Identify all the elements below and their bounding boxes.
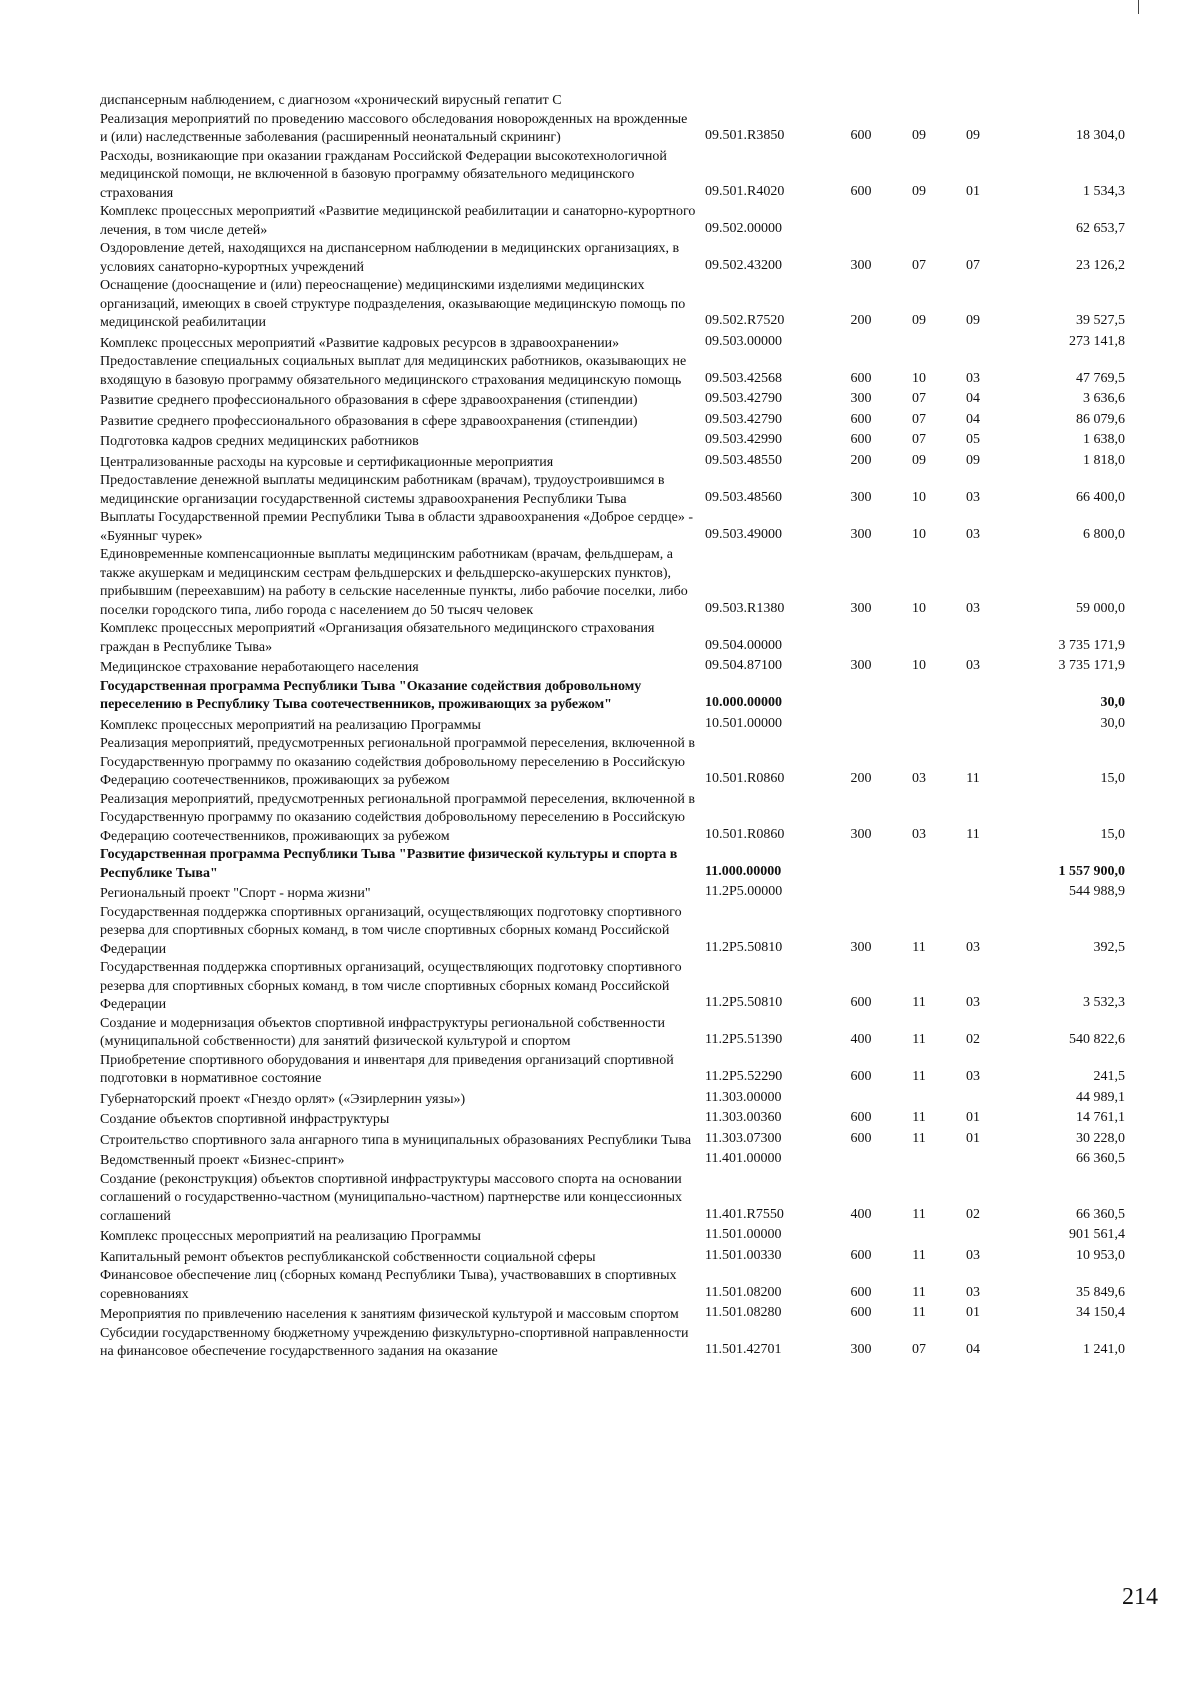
row-expense-type: 600 bbox=[850, 370, 872, 386]
row-expense-type: 600 bbox=[850, 411, 872, 427]
row-section bbox=[892, 238, 946, 240]
row-subsection: 03 bbox=[966, 1284, 980, 1300]
row-amount: 3 735 171,9 bbox=[1058, 658, 1125, 673]
row-name: Оснащение (дооснащение и (или) переоснащение) медицинскими изделиями медицинских организаций, имеющих в своей структуре подразделения, оказывающие медицинскую помощь по медицинской реабилитации bbox=[100, 278, 686, 330]
table-row bbox=[100, 715, 1130, 736]
row-subsection: 04 bbox=[966, 1342, 980, 1357]
row-name: Создание объектов спортивной инфраструктуры bbox=[100, 1112, 390, 1127]
row-amount: 66 360,5 bbox=[1076, 1206, 1125, 1222]
row-name: Реализация мероприятий, предусмотренных региональной программой переселения, включенной в Государственную программу по оказанию содействия добровольному переселению в Российскую Федерацию соотечественников, проживающих за рубежом bbox=[100, 791, 695, 844]
row-expense-type: 600 bbox=[850, 1110, 872, 1125]
row-code: 09.503.42790 bbox=[705, 391, 782, 406]
row-section: 11 bbox=[912, 1247, 926, 1263]
row-subsection bbox=[946, 733, 1000, 735]
row-section: 11 bbox=[912, 1069, 926, 1084]
table-row bbox=[100, 657, 1130, 678]
row-subsection: 01 bbox=[966, 1110, 980, 1125]
row-expense-type bbox=[830, 109, 892, 111]
row-code: 09.503.00000 bbox=[705, 333, 782, 349]
page-corner-mark bbox=[1138, 0, 1139, 14]
row-section bbox=[892, 109, 946, 111]
table-row bbox=[100, 390, 1130, 411]
row-subsection: 01 bbox=[966, 183, 980, 199]
row-name: Предоставление денежной выплаты медицинским работникам (врачам), трудоустроившимся в медицинские организации государственной системы здравоохранения Республики Тыва bbox=[100, 473, 665, 507]
row-code: 09.503.42990 bbox=[705, 432, 782, 447]
row-amount: 3 532,3 bbox=[1083, 995, 1125, 1010]
row-amount: 1 638,0 bbox=[1083, 432, 1125, 447]
row-section: 11 bbox=[912, 1305, 926, 1320]
row-subsection bbox=[946, 1169, 1000, 1171]
row-name: Комплекс процессных мероприятий «Развитие кадровых ресурсов в здравоохранении» bbox=[100, 335, 620, 351]
row-subsection: 04 bbox=[966, 391, 980, 406]
row-subsection: 09 bbox=[966, 128, 980, 143]
row-subsection: 09 bbox=[966, 452, 980, 468]
row-name: Создание и модернизация объектов спортивной инфраструктуры региональной собственности (муниципальной собственности) для занятий физической культурой и спортом bbox=[100, 1015, 665, 1049]
row-amount: 1 557 900,0 bbox=[1058, 863, 1125, 879]
row-section: 10 bbox=[912, 658, 926, 673]
table-row bbox=[100, 1226, 1130, 1247]
row-expense-type: 600 bbox=[850, 1284, 872, 1300]
row-amount: 59 000,0 bbox=[1076, 600, 1125, 616]
row-expense-type: 300 bbox=[850, 939, 872, 955]
row-expense-type bbox=[830, 351, 892, 353]
row-name: Комплекс процессных мероприятий «Организация обязательного медицинского страхования граждан в Республике Тыва» bbox=[100, 621, 655, 655]
row-code: 11.501.42701 bbox=[705, 1342, 782, 1357]
row-subsection: 02 bbox=[966, 1032, 980, 1047]
row-expense-type: 300 bbox=[850, 826, 872, 842]
row-code: 11.501.00000 bbox=[705, 1227, 782, 1242]
row-expense-type: 600 bbox=[850, 995, 872, 1010]
table-row bbox=[100, 277, 1130, 333]
row-amount: 3 636,6 bbox=[1083, 391, 1125, 406]
row-name: Государственная поддержка спортивных организаций, осуществляющих подготовку спортивного резерва для спортивных сборных команд, в том числе спортивных сборных команд Российской Федерации bbox=[100, 904, 682, 957]
row-code: 10.501.R0860 bbox=[705, 771, 785, 786]
row-code: 11.303.00000 bbox=[705, 1089, 782, 1105]
row-amount: 30,0 bbox=[1100, 695, 1125, 710]
row-section: 07 bbox=[912, 432, 926, 447]
row-amount: 30,0 bbox=[1100, 715, 1125, 731]
row-code: 09.504.87100 bbox=[705, 658, 782, 673]
row-code: 09.503.48550 bbox=[705, 452, 782, 468]
row-name: Предоставление специальных социальных выплат для медицинских работников, оказывающих не входящую в базовую программу обязательного медицинского страхования медицинскую помощь bbox=[100, 354, 687, 388]
row-amount: 3 735 171,9 bbox=[1058, 637, 1125, 653]
row-name: Приобретение спортивного оборудования и инвентаря для приведения организаций спортивной подготовки в нормативное состояние bbox=[100, 1052, 674, 1086]
row-name: Субсидии государственному бюджетному учреждению физкультурно-спортивной направленности на финансовое обеспечение государственного задания на оказание bbox=[100, 1325, 689, 1359]
row-amount: 1 241,0 bbox=[1083, 1342, 1125, 1357]
table-row bbox=[100, 735, 1130, 791]
row-section bbox=[892, 902, 946, 904]
row-code: 09.503.49000 bbox=[705, 526, 782, 542]
row-amount: 241,5 bbox=[1093, 1069, 1125, 1084]
row-expense-type: 600 bbox=[850, 1247, 872, 1263]
row-section: 10 bbox=[912, 489, 926, 505]
row-section: 11 bbox=[912, 1110, 926, 1125]
row-code: 09.502.43200 bbox=[705, 257, 782, 273]
row-subsection: 07 bbox=[966, 257, 980, 273]
row-name: Комплекс процессных мероприятий «Развитие медицинской реабилитации и санаторно-курортного лечения, в том числе детей» bbox=[100, 204, 696, 238]
table-row bbox=[100, 1015, 1130, 1052]
row-subsection: 03 bbox=[966, 489, 980, 505]
row-amount: 35 849,6 bbox=[1076, 1284, 1125, 1300]
row-amount bbox=[1000, 109, 1125, 111]
table-row bbox=[100, 92, 1130, 111]
row-expense-type bbox=[830, 902, 892, 904]
table-row bbox=[100, 904, 1130, 960]
row-subsection: 03 bbox=[966, 600, 980, 616]
row-expense-type: 300 bbox=[850, 526, 872, 542]
row-section: 10 bbox=[912, 600, 926, 616]
row-code: 11.2P5.50810 bbox=[705, 995, 783, 1010]
row-amount: 10 953,0 bbox=[1076, 1247, 1125, 1263]
row-subsection bbox=[946, 902, 1000, 904]
row-expense-type: 600 bbox=[850, 432, 872, 447]
row-amount: 273 141,8 bbox=[1069, 333, 1125, 349]
table-row bbox=[100, 678, 1130, 715]
row-code: 11.401.00000 bbox=[705, 1151, 782, 1166]
row-name: диспансерным наблюдением, с диагнозом «хронический вирусный гепатит С bbox=[100, 93, 562, 108]
row-code: 11.2P5.50810 bbox=[705, 939, 783, 955]
row-amount: 15,0 bbox=[1100, 771, 1125, 786]
row-amount: 392,5 bbox=[1093, 939, 1125, 955]
row-name: Централизованные расходы на курсовые и сертификационные мероприятия bbox=[100, 454, 554, 470]
row-code: 11.501.08280 bbox=[705, 1305, 782, 1320]
row-amount: 23 126,2 bbox=[1076, 257, 1125, 273]
row-code: 10.000.00000 bbox=[705, 695, 782, 710]
row-name: Губернаторский проект «Гнездо орлят» («Эзирлернин уязы») bbox=[100, 1091, 466, 1107]
row-subsection bbox=[946, 881, 1000, 883]
row-subsection: 03 bbox=[966, 526, 980, 542]
row-subsection bbox=[946, 713, 1000, 715]
table-row bbox=[100, 333, 1130, 354]
row-expense-type: 600 bbox=[850, 1305, 872, 1320]
row-subsection: 03 bbox=[966, 939, 980, 955]
row-name: Расходы, возникающие при оказании гражданам Российской Федерации высокотехнологичной медицинской помощи, не включенной в базовую программу обязательного медицинского страхования bbox=[100, 148, 667, 201]
row-code: 11.401.R7550 bbox=[705, 1206, 784, 1222]
row-subsection: 11 bbox=[966, 826, 980, 842]
row-subsection: 09 bbox=[966, 313, 980, 328]
table-row bbox=[100, 452, 1130, 473]
row-expense-type: 300 bbox=[850, 600, 872, 616]
row-section: 03 bbox=[912, 771, 926, 786]
row-amount: 86 079,6 bbox=[1076, 411, 1125, 427]
row-name: Мероприятия по привлечению населения к занятиям физической культурой и массовым спортом bbox=[100, 1307, 679, 1322]
row-name: Строительство спортивного зала ангарного типа в муниципальных образованиях Республики Тыва bbox=[100, 1132, 692, 1148]
row-expense-type: 600 bbox=[850, 128, 872, 143]
row-code: 11.303.00360 bbox=[705, 1110, 782, 1125]
row-code: 11.501.00330 bbox=[705, 1247, 782, 1263]
row-code: 11.2P5.00000 bbox=[705, 884, 783, 899]
row-code: 10.501.R0860 bbox=[705, 826, 785, 842]
row-section: 11 bbox=[912, 939, 926, 955]
table-row bbox=[100, 620, 1130, 657]
row-subsection bbox=[946, 238, 1000, 240]
row-subsection: 11 bbox=[966, 771, 980, 786]
row-subsection bbox=[946, 351, 1000, 353]
row-amount: 544 988,9 bbox=[1069, 884, 1125, 899]
row-subsection: 03 bbox=[966, 370, 980, 386]
row-section: 03 bbox=[912, 826, 926, 842]
row-section: 11 bbox=[912, 1032, 926, 1047]
row-name: Государственная программа Республики Тыва "Оказание содействия добровольному переселению в Республику Тыва соотечественников, проживающих за рубежом" bbox=[100, 678, 642, 712]
row-section: 11 bbox=[912, 995, 926, 1010]
row-subsection: 03 bbox=[966, 1247, 980, 1263]
row-section: 09 bbox=[912, 183, 926, 199]
row-amount: 39 527,5 bbox=[1076, 313, 1125, 328]
row-expense-type: 400 bbox=[850, 1032, 872, 1047]
table-row bbox=[100, 1130, 1130, 1151]
row-name: Подготовка кадров средних медицинских работников bbox=[100, 434, 419, 449]
row-section: 09 bbox=[912, 313, 926, 328]
budget-table bbox=[100, 92, 1130, 1362]
row-section: 07 bbox=[912, 1342, 926, 1357]
row-code: 09.504.00000 bbox=[705, 637, 782, 653]
row-expense-type: 200 bbox=[850, 771, 872, 786]
row-section bbox=[892, 1169, 946, 1171]
table-row bbox=[100, 240, 1130, 277]
row-section: 07 bbox=[912, 391, 926, 406]
row-expense-type: 200 bbox=[850, 452, 872, 468]
table-row bbox=[100, 472, 1130, 509]
row-code: 09.502.00000 bbox=[705, 220, 782, 236]
table-row bbox=[100, 1267, 1130, 1304]
row-section bbox=[892, 881, 946, 883]
row-subsection: 02 bbox=[966, 1206, 980, 1222]
row-amount: 66 400,0 bbox=[1076, 489, 1125, 505]
row-expense-type: 600 bbox=[850, 183, 872, 199]
table-row bbox=[100, 111, 1130, 148]
row-expense-type: 300 bbox=[850, 257, 872, 273]
row-code: 09.503.42568 bbox=[705, 370, 782, 386]
row-subsection: 01 bbox=[966, 1305, 980, 1320]
row-code: 11.000.00000 bbox=[705, 863, 782, 879]
table-row bbox=[100, 1089, 1130, 1110]
row-name: Финансовое обеспечение лиц (сборных команд Республики Тыва), участвовавших в спортивных соревнованиях bbox=[100, 1268, 677, 1302]
row-name: Комплекс процессных мероприятий на реализацию Программы bbox=[100, 717, 481, 733]
row-code: 09.501.R4020 bbox=[705, 183, 785, 199]
table-row bbox=[100, 148, 1130, 204]
table-row bbox=[100, 509, 1130, 546]
row-code: 11.2P5.51390 bbox=[705, 1032, 783, 1047]
row-expense-type: 300 bbox=[850, 1342, 872, 1357]
row-name: Ведомственный проект «Бизнес-спринт» bbox=[100, 1153, 345, 1168]
row-code: 09.503.R1380 bbox=[705, 600, 785, 616]
row-name: Медицинское страхование неработающего населения bbox=[100, 660, 419, 675]
row-section: 09 bbox=[912, 128, 926, 143]
table-row bbox=[100, 846, 1130, 883]
table-row bbox=[100, 1150, 1130, 1171]
row-name: Оздоровление детей, находящихся на диспансерном наблюдении в медицинских организациях, в условиях санаторно-курортных учреждений bbox=[100, 241, 680, 275]
row-expense-type: 200 bbox=[850, 313, 872, 328]
row-expense-type bbox=[830, 733, 892, 735]
row-name: Развитие среднего профессионального образования в сфере здравоохранения (стипендии) bbox=[100, 413, 638, 429]
row-subsection: 03 bbox=[966, 1069, 980, 1084]
row-subsection: 03 bbox=[966, 995, 980, 1010]
table-row bbox=[100, 1247, 1130, 1268]
row-amount: 62 653,7 bbox=[1076, 220, 1125, 236]
row-expense-type bbox=[830, 1169, 892, 1171]
row-amount: 18 304,0 bbox=[1076, 128, 1125, 143]
row-subsection: 05 bbox=[966, 432, 980, 447]
row-section: 11 bbox=[912, 1206, 926, 1222]
row-amount: 901 561,4 bbox=[1069, 1227, 1125, 1242]
row-section bbox=[892, 713, 946, 715]
row-amount: 44 989,1 bbox=[1076, 1089, 1125, 1105]
row-section bbox=[892, 351, 946, 353]
row-expense-type: 400 bbox=[850, 1206, 872, 1222]
row-section: 07 bbox=[912, 411, 926, 427]
row-amount: 66 360,5 bbox=[1076, 1151, 1125, 1166]
row-name: Капитальный ремонт объектов республиканской собственности социальной сферы bbox=[100, 1249, 596, 1265]
row-code bbox=[705, 109, 830, 111]
table-row bbox=[100, 353, 1130, 390]
table-row bbox=[100, 1325, 1130, 1362]
row-section: 11 bbox=[912, 1130, 926, 1146]
table-row bbox=[100, 411, 1130, 432]
row-name: Реализация мероприятий, предусмотренных региональной программой переселения, включенной в Государственную программу по оказанию содействия добровольному переселению в Российскую Федерацию соотечественников, проживающих за рубежом bbox=[100, 736, 695, 788]
row-name: Государственная поддержка спортивных организаций, осуществляющих подготовку спортивного резерва для спортивных сборных команд, в том числе спортивных сборных команд Российской Федерации bbox=[100, 960, 682, 1012]
row-code: 11.303.07300 bbox=[705, 1130, 782, 1146]
row-code: 09.502.R7520 bbox=[705, 313, 785, 328]
row-subsection bbox=[946, 109, 1000, 111]
row-name: Реализация мероприятий по проведению массового обследования новорожденных на врожденные и (или) наследственные заболевания (расширенный неонатальный скрининг) bbox=[100, 111, 688, 145]
row-name: Комплекс процессных мероприятий на реализацию Программы bbox=[100, 1229, 481, 1244]
row-code: 11.2P5.52290 bbox=[705, 1069, 783, 1084]
row-amount: 6 800,0 bbox=[1083, 526, 1125, 542]
row-name: Региональный проект "Спорт - норма жизни" bbox=[100, 886, 371, 901]
row-name: Единовременные компенсационные выплаты медицинским работникам (врачам, фельдшерам, а также акушеркам и медицинским сестрам фельдшерских и фельдшерско-акушерских пунктов), прибывшим (переехавшим) на работу в сельские населенные пункты, либо рабочие поселки, либо поселки городского типа, либо города с населением до 50 тысяч человек bbox=[100, 547, 688, 618]
row-expense-type: 300 bbox=[850, 658, 872, 673]
row-name: Государственная программа Республики Тыва "Развитие физической культуры и спорта в Республике Тыва" bbox=[100, 847, 678, 881]
row-amount: 14 761,1 bbox=[1076, 1110, 1125, 1125]
row-section: 10 bbox=[912, 526, 926, 542]
row-expense-type bbox=[830, 881, 892, 883]
page-number: 214 bbox=[1122, 1584, 1158, 1610]
table-row bbox=[100, 203, 1130, 240]
table-row bbox=[100, 1171, 1130, 1227]
row-code: 09.503.48560 bbox=[705, 489, 782, 505]
row-section: 11 bbox=[912, 1284, 926, 1300]
row-amount: 47 769,5 bbox=[1076, 370, 1125, 386]
row-expense-type: 300 bbox=[850, 489, 872, 505]
row-expense-type bbox=[830, 713, 892, 715]
row-section: 10 bbox=[912, 370, 926, 386]
table-row bbox=[100, 883, 1130, 904]
row-amount: 34 150,4 bbox=[1076, 1305, 1125, 1320]
row-amount: 30 228,0 bbox=[1076, 1130, 1125, 1146]
row-section bbox=[892, 733, 946, 735]
table-row bbox=[100, 791, 1130, 847]
table-row bbox=[100, 1109, 1130, 1130]
row-amount: 1 534,3 bbox=[1083, 183, 1125, 199]
row-section: 09 bbox=[912, 452, 926, 468]
row-amount: 15,0 bbox=[1100, 826, 1125, 842]
row-name: Развитие среднего профессионального образования в сфере здравоохранения (стипендии) bbox=[100, 393, 638, 408]
row-subsection: 03 bbox=[966, 658, 980, 673]
row-name: Выплаты Государственной премии Республики Тыва в области здравоохранения «Доброе сердце» - «Буянныг чурек» bbox=[100, 510, 694, 544]
table-row bbox=[100, 431, 1130, 452]
row-code: 10.501.00000 bbox=[705, 715, 782, 731]
row-amount: 540 822,6 bbox=[1069, 1032, 1125, 1047]
row-name: Создание (реконструкция) объектов спортивной инфраструктуры массового спорта на основании соглашений о государственно-частном (муниципально-частном) партнерстве или концессионных соглашений bbox=[100, 1171, 683, 1224]
row-subsection: 01 bbox=[966, 1130, 980, 1146]
table-row bbox=[100, 1052, 1130, 1089]
table-row bbox=[100, 1304, 1130, 1325]
row-amount: 1 818,0 bbox=[1083, 452, 1125, 468]
table-row bbox=[100, 959, 1130, 1015]
row-code: 09.503.42790 bbox=[705, 411, 782, 427]
table-row bbox=[100, 546, 1130, 620]
row-expense-type: 600 bbox=[850, 1069, 872, 1084]
row-expense-type bbox=[830, 238, 892, 240]
row-subsection: 04 bbox=[966, 411, 980, 427]
row-section: 07 bbox=[912, 257, 926, 273]
row-expense-type: 600 bbox=[850, 1130, 872, 1146]
row-code: 11.501.08200 bbox=[705, 1284, 782, 1300]
row-expense-type: 300 bbox=[850, 391, 872, 406]
row-code: 09.501.R3850 bbox=[705, 128, 785, 143]
